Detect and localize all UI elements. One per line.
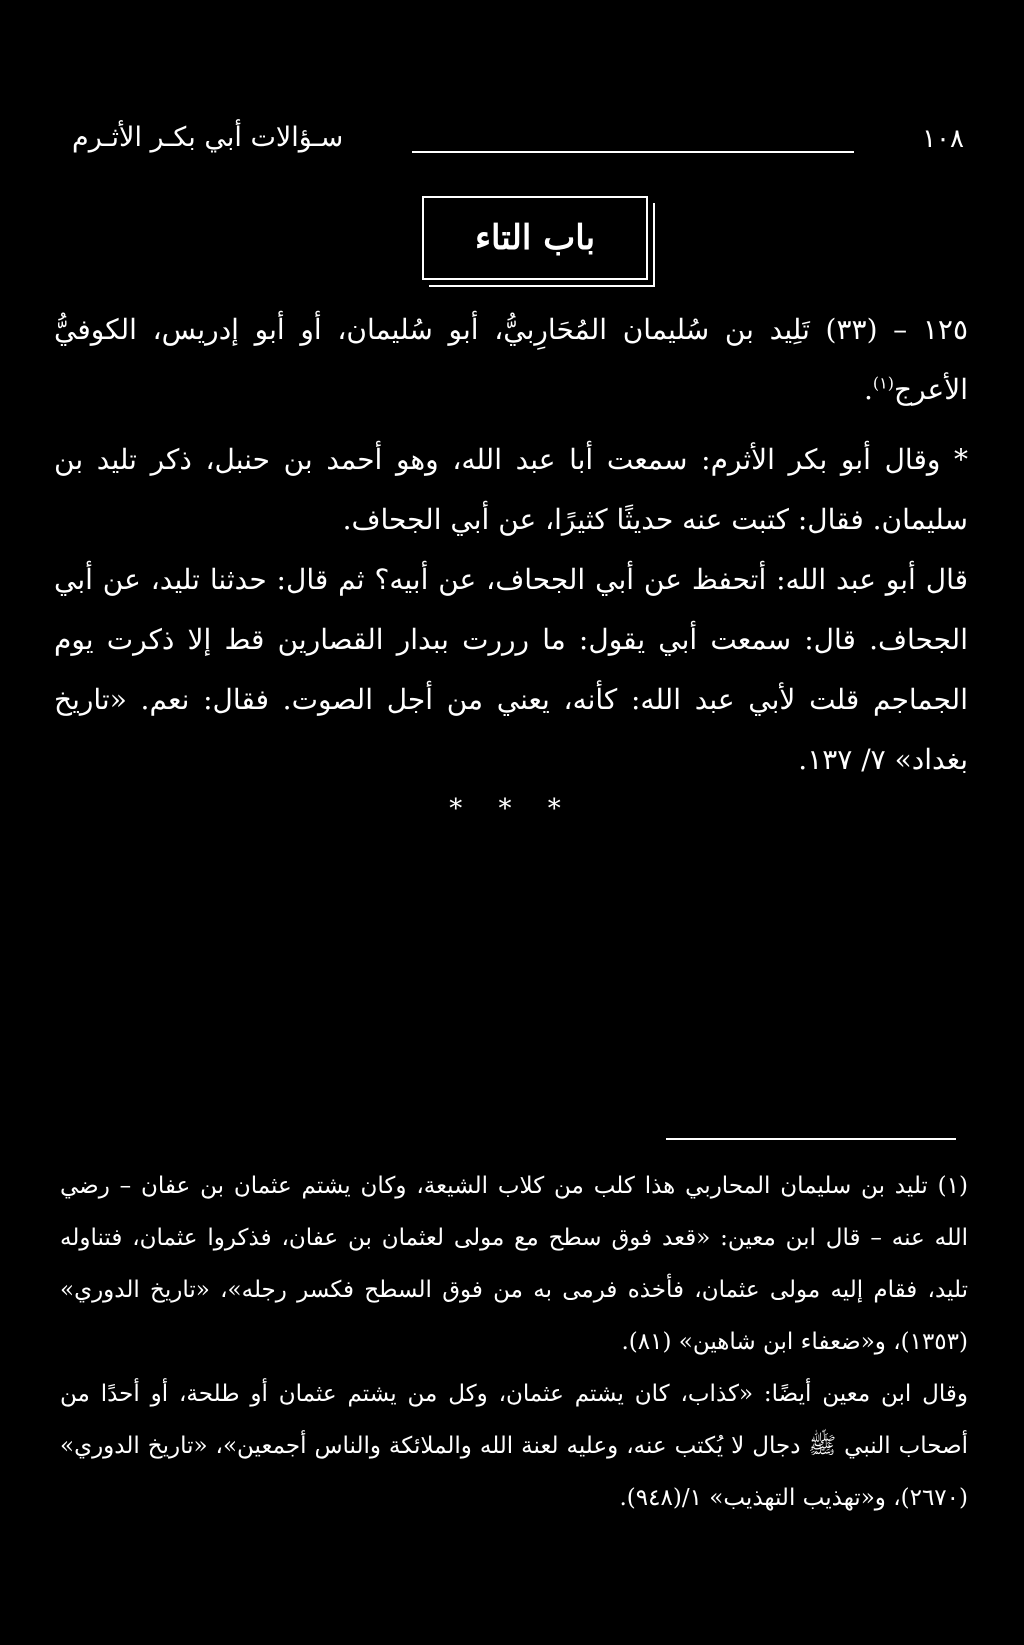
footnote-2: وقال ابن معين أيضًا: «كذاب، كان يشتم عثمان، وكل من يشتم عثمان أو طلحة، أو أحدًا من أصحاب النبي ﷺ دجال لا يُكتب عنه، وعليه لعنة الله والملائكة والناس أجمعين»، «تاريخ الدوري» (٢٦٧٠)، و«تهذيب التهذيب» ١/(٩٤٨). [60, 1381, 968, 1511]
book-title: سـؤالات أبي بكـر الأثـرم [72, 122, 344, 153]
paragraph-2: قال أبو عبد الله: أتحفظ عن أبي الجحاف، عن أبيه؟ ثم قال: حدثنا تليد، عن أبي الجحاف. قال: سمعت أبي يقول: ما رررت ببدار القصارين قط إلا ذكرت يوم الجماجم قلت لأبي عبد الله: كأنه، يعني من أجل الصوت. فقال: نعم. «تاريخ بغداد» ٧/ ١٣٧. [54, 563, 968, 776]
running-header [72, 122, 964, 162]
chapter-title-box [422, 196, 648, 280]
footnotes [60, 1160, 968, 1524]
footnote-rule [666, 1138, 956, 1140]
footnote-reference: (١) [872, 373, 895, 393]
entry-heading-end: . [864, 373, 873, 406]
header-rule [412, 151, 854, 153]
entry-heading [54, 300, 968, 420]
chapter-title: باب التاء [474, 218, 596, 258]
paragraph-1: * وقال أبو بكر الأثرم: سمعت أبا عبد الله، وهو أحمد بن حنبل، ذكر تليد بن سليمان. فقال: كتبت عنه حديثًا كثيرًا، عن أبي الجحاف. [54, 443, 968, 536]
page-number: ١٠٨ [922, 124, 964, 154]
main-text [54, 300, 968, 790]
footnote-1: (١) تليد بن سليمان المحاربي هذا كلب من كلاب الشيعة، وكان يشتم عثمان بن عفان – رضي الله عنه – قال ابن معين: «قعد فوق سطح مع مولى لعثمان بن عفان، فذكروا عثمان، فتناوله تليد، فقام إليه مولى عثمان، فأخذه فرمى به من فوق السطح فكسر رجله»، «تاريخ الدوري» (١٣٥٣)، و«ضعفاء ابن شاهين» (٨١). [60, 1173, 968, 1355]
entry-heading-text: ١٢٥ – (٣٣) تَلِيد بن سُليمان المُحَارِبيُّ، أبو سُليمان، أو أبو إدريس، الكوفيُّ الأعرج [54, 313, 968, 406]
section-separator: * * * [449, 794, 575, 824]
